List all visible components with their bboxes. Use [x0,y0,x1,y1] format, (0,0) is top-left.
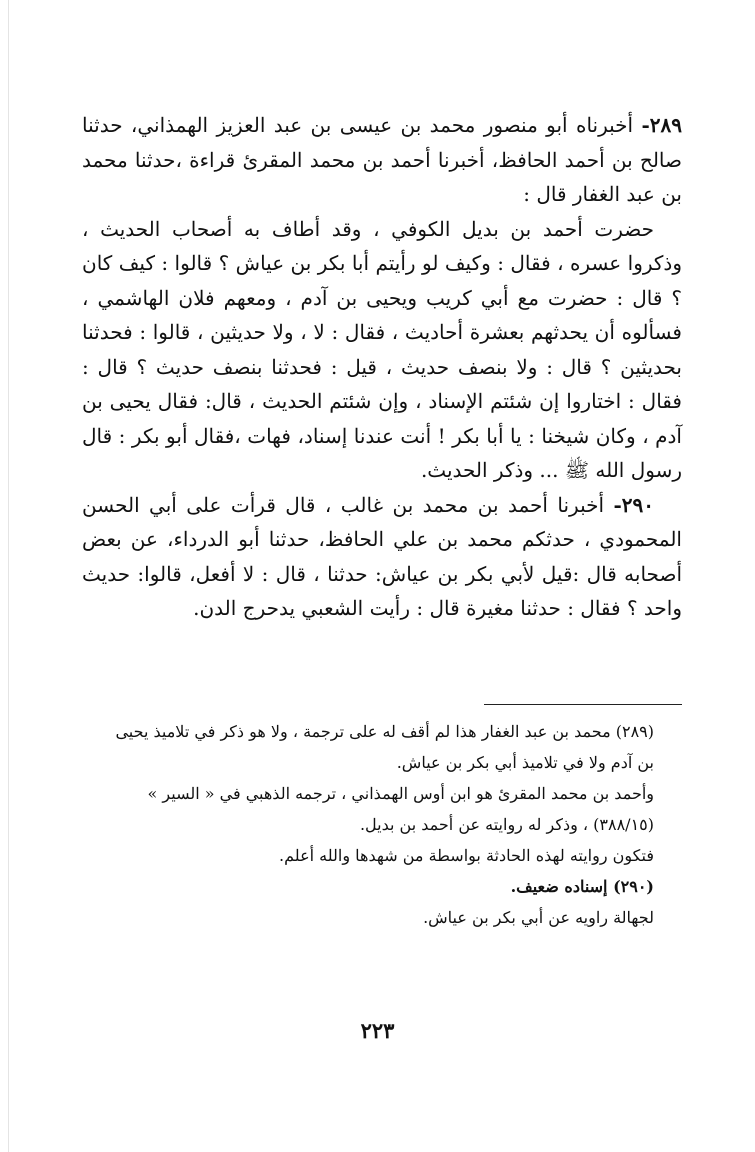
note-290-a: (٢٩٠) إسناده ضعيف. [510,877,654,896]
page-number: ٢٢٣ [360,1018,395,1043]
hadith-290-number: ٢٩٠- [613,492,654,517]
hadith-289-matn: حضرت أحمد بن بديل الكوفي ، وقد أطاف به أصحاب الحديث ، وذكروا عسره ، فقال : وكيف لو رأيتم أبا بكر بن عياش ؟ قالوا : كيف كان ؟ قال : حضرت مع أبي كريب ويحيى بن آدم ، ومعهم فلان الهاشمي ، فسألوه أن يحدثهم بعشرة أحاديث ، فقال : لا ، ولا حديثين ، قالوا : فحدثنا بحديثين ؟ قال : ولا بنصف حديث ، قيل : فحدثنا بنصف حديث ؟ قال : فقال : اختاروا إن شئتم الإسناد ، وإن شئتم الحديث ، قال: فقال يحيى بن آدم ، وكان شيخنا : يا أبا بكر ! أنت عندنا إسناد، فهات ،فقال أبو بكر : قال رسول الله ﷺ ... وذكر الحديث. [82,216,682,482]
note-289-c: فتكون روايته لهذه الحادثة بواسطة من شهدها والله أعلم. [279,846,654,865]
page-edge-line [8,0,9,1152]
note-290-b: لجهالة راويه عن أبي بكر بن عياش. [423,908,654,927]
note-289-a: (٢٨٩) محمد بن عبد الغفار هذا لم أقف له على ترجمة ، ولا هو ذكر في تلاميذ يحيى بن آدم ولا في تلاميذ أبي بكر بن عياش. [115,722,654,772]
hadith-290 [82,488,682,626]
footnote-separator [484,704,682,705]
hadith-290-text: أخبرنا أحمد بن محمد بن غالب ، قال قرأت على أبي الحسن المحمودي ، حدثكم محمد بن علي الحافظ، حدثنا أبو الدرداء، عن بعض أصحابه قال :قيل لأبي بكر بن عياش: حدثنا ، قال : لا أفعل، قالوا: حديث واحد ؟ فقال : حدثنا مغيرة قال : رأيت الشعبي يدحرج الدن. [82,492,682,620]
footnotes [100,716,682,933]
hadith-289-isnad-text: أخبرناه أبو منصور محمد بن عيسى بن عبد العزيز الهمذاني، حدثنا صالح بن أحمد الحافظ، أخبرنا أحمد بن محمد المقرئ قراءة ،حدثنا محمد بن عبد الغفار قال : [82,113,682,206]
main-text [82,108,682,626]
hadith-289-number: ٢٨٩- [641,113,682,137]
note-289-b: وأحمد بن محمد المقرئ هو ابن أوس الهمذاني ، ترجمه الذهبي في « السير » (٣٨٨/١٥) ، وذكر له روايته عن أحمد بن بديل. [147,784,654,834]
hadith-289-isnad [82,108,682,212]
